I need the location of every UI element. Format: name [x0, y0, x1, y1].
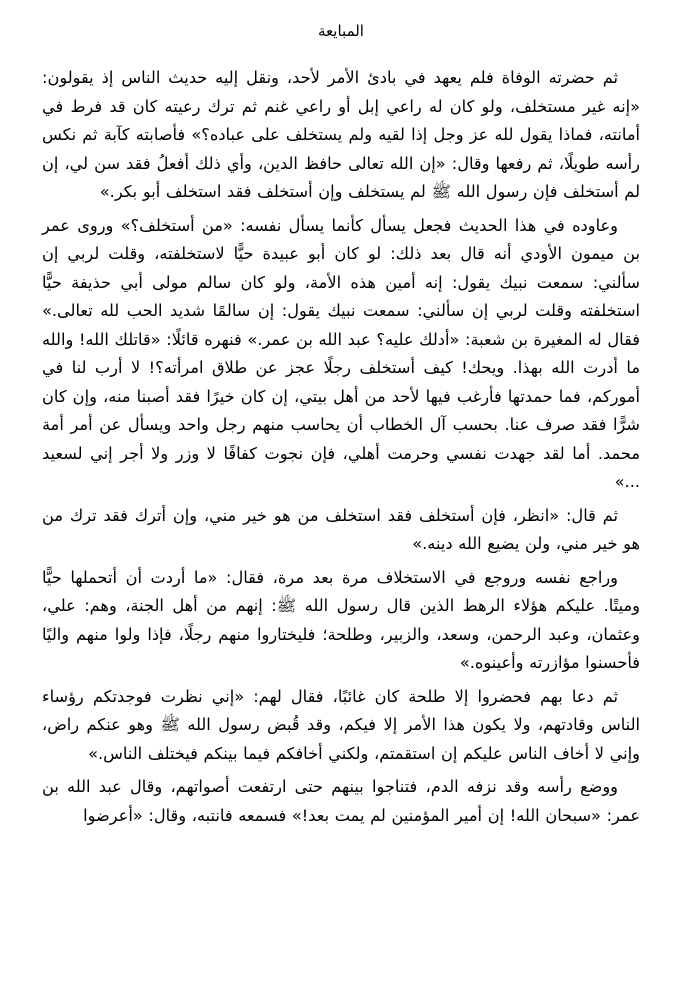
paragraph: وعاوده في هذا الحديث فجعل يسأل كأنما يسأل نفسه: «من أستخلف؟» وروى عمر بن ميمون الأودي أنه قال بعد ذلك: لو كان أبو عبيدة حيًّا لاستخلفته، وقلت لربي إن سألني: سمعت نبيك يقول: إنه أمين هذه الأمة، ولو كان سالم مولى أبي حذيفة حيًّا استخلفته وقلت لربي إن سألني: سمعت نبيك يقول: إن سالمًا شديد الحب لله تعالى.» فقال له المغيرة بن شعبة: «أدلك عليه؟ عبد الله بن عمر.» فنهره قائلًا: «قاتلك الله! والله ما أدرت الله بهذا. ويحك! كيف أستخلف رجلًا عجز عن طلاق امرأته؟! لا أرب لنا في أموركم، فما حمدتها فأرغب فيها لأحد من أهل بيتي، إن كان خيرًا فقد أصبنا منه، وإن كان شرًّا فقد صرف عنا. بحسب آل الخطاب أن يحاسب منهم رجل واحد ويسأل عن أمر أمة محمد. أما لقد جهدت نفسي وحرمت أهلي، فإن نجوت كفافًا لا وزر ولا أجر إني لسعيد ...»	[42, 215, 640, 491]
paragraph: ثم دعا بهم فحضروا إلا طلحة كان غائبًا، فقال لهم: «إني نظرت فوجدتكم رؤساء الناس وقادتهم، ولا يكون هذا الأمر إلا فيكم، وقد قُبض رسول الله ﷺ وهو عنكم راض، وإني لا أخاف الناس عليكم إن استقمتم، ولكني أخافكم فيما بينكم فيختلف الناس.»	[42, 686, 640, 763]
running-header: المبايعة	[318, 22, 364, 40]
paragraph: ثم حضرته الوفاة فلم يعهد في بادئ الأمر لأحد، ونقل إليه حديث الناس إذ يقولون: «إنه غير مستخلف، ولو كان له راعي إبل أو راعي غنم ثم ترك رعيته كان قد فرط في أمانته، فماذا يقول لله عز وجل إذا لقيه ولم يستخلف على عباده؟» فأصابته كآبة ثم نكس رأسه طويلًا، ثم رفعها وقال: «إن الله تعالى حافظ الدين، وأي ذلك أفعلُ فقد سن لي، إن لم أستخلف فإن رسول الله ﷺ لم يستخلف وإن أستخلف فقد استخلف أبو بكر.»	[42, 68, 640, 201]
body-text	[42, 64, 640, 830]
paragraph: وراجع نفسه وروجع في الاستخلاف مرة بعد مرة، فقال: «ما أردت أن أتحملها حيًّا وميتًا. عليكم هؤلاء الرهط الذين قال رسول الله ﷺ: إنهم من أهل الجنة، وهم: علي، وعثمان، وعبد الرحمن، وسعد، والزبير، وطلحة؛ فليختاروا منهم رجلًا، فإذا ولوا منهم واليًا فأحسنوا مؤازرته وأعينوه.»	[42, 567, 640, 672]
paragraph: ووضع رأسه وقد نزفه الدم، فتناجوا بينهم حتى ارتفعت أصواتهم، وقال عبد الله بن عمر: «سبحان الله! إن أمير المؤمنين لم يمت بعد!» فسمعه فانتبه، وقال: «أعرضوا	[42, 777, 640, 825]
paragraph: ثم قال: «انظر، فإن أستخلف فقد استخلف من هو خير مني، وإن أترك فقد ترك من هو خير مني، ولن يضيع الله دينه.»	[42, 505, 640, 553]
